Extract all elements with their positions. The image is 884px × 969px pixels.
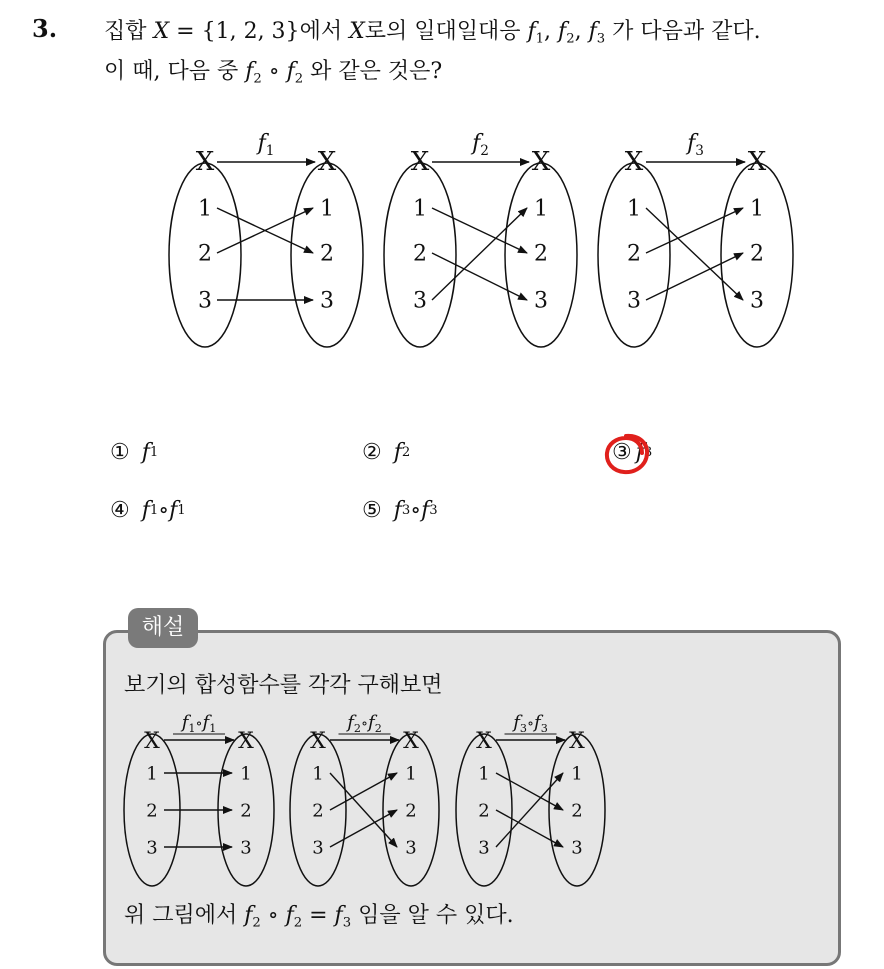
q2-text-a: 이 때, 다음 중 bbox=[104, 59, 246, 84]
choice-4-sub-a: 1 bbox=[149, 503, 159, 518]
top-codomain-label-2: X bbox=[531, 147, 551, 177]
expl-domain-label-1: X bbox=[144, 729, 160, 754]
expl-domain-element-2-2: 2 bbox=[312, 800, 324, 822]
top-domain-element-1-2: 2 bbox=[198, 241, 212, 267]
concl-eq: = bbox=[302, 903, 335, 928]
q1-f3-sub: 3 bbox=[596, 31, 606, 47]
top-mapping-arrow-3-3 bbox=[646, 253, 743, 300]
choice-3-sub: 3 bbox=[643, 445, 653, 460]
choice-5[interactable] bbox=[362, 498, 438, 523]
q2-fb-f: f bbox=[286, 59, 295, 84]
q1-f3-f: f bbox=[588, 19, 597, 44]
top-codomain-element-3-2: 2 bbox=[750, 241, 764, 267]
q1-f2-sub: 2 bbox=[566, 31, 575, 47]
choice-2-sub: 2 bbox=[401, 445, 411, 460]
q1-f1-sub: 1 bbox=[535, 31, 545, 47]
choice-2-number: ② bbox=[362, 440, 382, 465]
top-domain-label-2: X bbox=[410, 147, 430, 177]
q2-fa-sub: 2 bbox=[253, 71, 262, 87]
q1-f2-f: f bbox=[558, 19, 567, 44]
q2-text-end: 와 같은 것은? bbox=[303, 59, 443, 84]
expl-domain-element-1-1: 1 bbox=[146, 763, 158, 785]
choice-5-f-b: f bbox=[421, 498, 430, 523]
expl-mapping-arrow-2-2 bbox=[330, 773, 397, 810]
choice-4-op: ∘ bbox=[158, 498, 170, 523]
concl-fb-sub: 2 bbox=[293, 915, 303, 931]
choice-2-f: f bbox=[393, 440, 402, 465]
choice-1-number: ① bbox=[110, 440, 130, 465]
q1-set-var: X bbox=[153, 19, 170, 44]
expl-codomain-element-3-2: 2 bbox=[571, 800, 583, 822]
q1-set-eq: = {1, 2, 3} bbox=[169, 19, 300, 44]
expl-codomain-label-2: X bbox=[403, 729, 419, 754]
q1-f1-f: f bbox=[527, 19, 536, 44]
q1-text-b: 에서 bbox=[299, 19, 350, 44]
top-domain-element-1-3: 3 bbox=[198, 288, 212, 314]
top-mapping-arrow-2-1 bbox=[432, 208, 527, 253]
choice-3-f: f bbox=[635, 440, 644, 465]
top-codomain-element-1-3: 3 bbox=[320, 288, 334, 314]
top-codomain-element-2-2: 2 bbox=[534, 241, 548, 267]
q1-set-var-2: X bbox=[349, 19, 365, 44]
top-codomain-element-1-1: 1 bbox=[320, 196, 334, 222]
expl-codomain-element-1-2: 2 bbox=[240, 800, 252, 822]
expl-mapping-arrow-3-1 bbox=[496, 773, 563, 810]
expl-codomain-label-3: X bbox=[569, 729, 585, 754]
concl-text-a: 위 그림에서 bbox=[124, 903, 245, 928]
expl-codomain-element-2-3: 3 bbox=[405, 837, 417, 859]
choice-3-number: ③ bbox=[612, 440, 632, 465]
choice-4-f-a: f bbox=[141, 498, 150, 523]
choice-4-number: ④ bbox=[110, 498, 130, 523]
choice-5-sub-a: 3 bbox=[401, 503, 411, 518]
choice-2[interactable] bbox=[362, 440, 410, 465]
q2-fa-f: f bbox=[245, 59, 254, 84]
expl-codomain-label-1: X bbox=[238, 729, 254, 754]
concl-text-end: 임을 알 수 있다. bbox=[351, 903, 514, 928]
top-domain-element-2-1: 1 bbox=[413, 196, 427, 222]
expl-domain-label-2: X bbox=[310, 729, 326, 754]
top-domain-element-2-3: 3 bbox=[413, 288, 427, 314]
explanation-intro: 보기의 합성함수를 각각 구해보면 bbox=[124, 673, 443, 698]
q2-compose-op: ∘ bbox=[261, 59, 287, 84]
question-number: 3. bbox=[32, 14, 58, 43]
top-func-label-3: $f_3$ bbox=[687, 131, 704, 159]
explanation-badge: 해설 bbox=[128, 608, 198, 648]
top-func-label-2: $f_2$ bbox=[472, 131, 489, 159]
top-codomain-element-2-3: 3 bbox=[534, 288, 548, 314]
top-mapping-arrow-2-3 bbox=[432, 208, 527, 300]
expl-domain-element-2-1: 1 bbox=[312, 763, 324, 785]
expl-func-label-2: $f_2^\circ f_2$ bbox=[347, 712, 382, 735]
choice-5-number: ⑤ bbox=[362, 498, 382, 523]
expl-domain-element-1-3: 3 bbox=[146, 837, 158, 859]
top-mapping-arrow-2-2 bbox=[432, 253, 527, 300]
top-codomain-element-1-2: 2 bbox=[320, 241, 334, 267]
top-codomain-element-3-1: 1 bbox=[750, 196, 764, 222]
q1-text-end: 가 다음과 같다. bbox=[605, 19, 761, 44]
q1-text-a: 집합 bbox=[104, 19, 154, 44]
explanation-diagrams bbox=[0, 700, 884, 900]
q1-comma-1: , bbox=[544, 19, 559, 44]
expl-domain-label-3: X bbox=[476, 729, 492, 754]
q2-fb-sub: 2 bbox=[294, 71, 304, 87]
explanation-conclusion bbox=[124, 898, 514, 931]
expl-codomain-element-2-1: 1 bbox=[405, 763, 417, 785]
expl-codomain-element-3-1: 1 bbox=[571, 763, 583, 785]
concl-fb: f bbox=[285, 903, 294, 928]
expl-func-label-1: $f_1^\circ f_1$ bbox=[181, 712, 217, 735]
expl-codomain-element-2-2: 2 bbox=[405, 800, 417, 822]
choice-1-f: f bbox=[141, 440, 150, 465]
top-codomain-element-2-1: 1 bbox=[534, 196, 548, 222]
concl-fa: f bbox=[244, 903, 253, 928]
choice-4-f-b: f bbox=[169, 498, 178, 523]
top-mapping-arrow-3-1 bbox=[646, 208, 743, 300]
expl-mapping-arrow-3-2 bbox=[496, 810, 563, 847]
top-domain-element-3-2: 2 bbox=[627, 241, 641, 267]
expl-domain-element-3-2: 2 bbox=[478, 800, 490, 822]
concl-fc-sub: 3 bbox=[342, 915, 352, 931]
choice-4-sub-b: 1 bbox=[177, 503, 186, 518]
choice-1[interactable] bbox=[110, 440, 158, 465]
top-domain-label-1: X bbox=[195, 147, 215, 177]
top-func-label-1: $f_1$ bbox=[257, 131, 275, 159]
concl-fc: f bbox=[334, 903, 343, 928]
top-domain-element-3-1: 1 bbox=[627, 196, 641, 222]
top-codomain-label-1: X bbox=[317, 147, 337, 177]
expl-domain-element-3-3: 3 bbox=[478, 837, 490, 859]
concl-fa-sub: 2 bbox=[252, 915, 261, 931]
expl-codomain-element-1-3: 3 bbox=[240, 837, 252, 859]
top-domain-element-3-3: 3 bbox=[627, 288, 641, 314]
choice-5-op: ∘ bbox=[410, 498, 422, 523]
q1-comma-2: , bbox=[574, 19, 589, 44]
expl-mapping-arrow-2-1 bbox=[330, 773, 397, 847]
top-codomain-label-3: X bbox=[747, 147, 767, 177]
choice-4[interactable] bbox=[110, 498, 186, 523]
expl-domain-element-3-1: 1 bbox=[478, 763, 490, 785]
concl-op: ∘ bbox=[260, 903, 286, 928]
expl-func-label-3: $f_3^\circ f_3$ bbox=[513, 712, 548, 735]
top-diagrams bbox=[0, 0, 884, 400]
top-mapping-arrow-3-2 bbox=[646, 208, 743, 253]
expl-codomain-element-1-1: 1 bbox=[240, 763, 252, 785]
top-domain-label-3: X bbox=[624, 147, 644, 177]
expl-codomain-element-3-3: 3 bbox=[571, 837, 583, 859]
q1-text-c: 로의 일대일대응 bbox=[364, 19, 528, 44]
answer-mark-circle bbox=[602, 432, 652, 476]
expl-domain-element-1-2: 2 bbox=[146, 800, 158, 822]
top-codomain-element-3-3: 3 bbox=[750, 288, 764, 314]
expl-mapping-arrow-2-3 bbox=[330, 810, 397, 847]
choice-5-f-a: f bbox=[393, 498, 402, 523]
top-domain-element-1-1: 1 bbox=[198, 196, 212, 222]
expl-mapping-arrow-3-3 bbox=[496, 773, 563, 847]
top-domain-element-2-2: 2 bbox=[413, 241, 427, 267]
expl-domain-element-2-3: 3 bbox=[312, 837, 324, 859]
choice-5-sub-b: 3 bbox=[429, 503, 438, 518]
choice-1-sub: 1 bbox=[149, 445, 159, 460]
